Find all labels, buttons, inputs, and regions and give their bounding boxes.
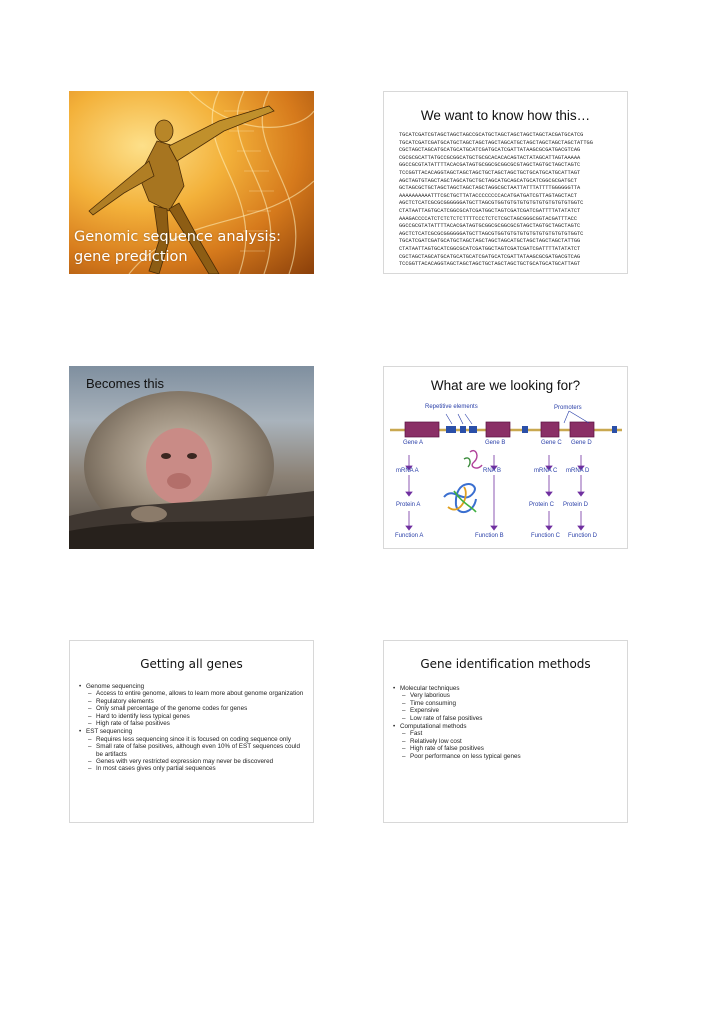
slide6-title: Gene identification methods: [420, 657, 591, 671]
sequence-line: TCCGGTTACACAGGTAGCTAGCTAGCTGCTAGCTAGCTGCTGCATGCATGCATTAGT: [399, 261, 581, 268]
sequence-line: CGCGCGCATTATGCCGCGGCATGCTGCGCACACACAGTACTATAGCATTAGTAAAAA: [399, 154, 581, 161]
sub-bullet: – Hard to identify less typical genes: [78, 713, 305, 720]
slide-what-looking-for: [383, 366, 628, 549]
rna-b-label: RNA B: [483, 468, 502, 474]
sequence-line: AAAGACCCCATCTCTCTCTCTTTTCCCTCTCTCGCTAGCGGGCGGTACGATTTACC: [399, 215, 578, 222]
gene-d-label: Gene D: [571, 440, 592, 446]
promoters-label: Promoters: [554, 405, 582, 411]
sub-bullet: – Expensive: [392, 707, 619, 714]
function-a-label: Function A: [395, 533, 424, 539]
sub-bullet: – Requires less sequencing since it is focused on coding sequence only: [78, 736, 305, 743]
slide3-title: Becomes this: [86, 376, 165, 391]
mrna-d-label: mRNA D: [566, 468, 590, 474]
repetitive-elements-label: Repetitive elements: [425, 404, 478, 410]
sequence-line: CGCTAGCTAGCATGCATGCATGCATCGATGCATCGATTATAAGCGCGATGACGTCAG: [399, 253, 581, 260]
function-c-label: Function C: [531, 533, 561, 539]
slide-becomes-this: [69, 366, 314, 549]
protein-c-label: Protein C: [529, 502, 555, 508]
sequence-line: AAAAAAAAAATTTCGCTGCTTATACCCCCCCCACATGATGATCGTTAGTAGCTACT: [399, 192, 578, 199]
protein-d-label: Protein D: [563, 502, 589, 508]
bullet: • Genome sequencing: [78, 683, 305, 690]
gene-a-label: Gene A: [403, 440, 424, 446]
gene-expression-diagram: [384, 367, 628, 549]
sub-bullet: – Fast: [392, 730, 619, 737]
sub-bullet: – Relatively low cost: [392, 738, 619, 745]
sequence-line: TCCGGTTACACAGGTAGCTAGCTAGCTGCTAGCTAGCTGCTGCATGCATGCATTAGT: [399, 169, 581, 176]
protein-structure-icon: [444, 484, 476, 512]
sequence-line: CTATAATTAGTGCATCGGCGCATCGATGGCTAGTCGATCGATCGATTTTATATATCT: [399, 207, 581, 214]
bullet: • Computational methods: [392, 723, 619, 730]
function-b-label: Function B: [475, 533, 504, 539]
sub-bullet: – Small rate of false positives, although even 10% of EST sequences could be artifacts: [78, 743, 305, 758]
slide4-title: What are we looking for?: [430, 378, 581, 393]
dna-sequence-block: [399, 132, 619, 269]
sequence-line: AGCTAGTGTAGCTAGCTAGCATGCTGCTAGCATGCAGCATGCATCGGCGCGATGCT: [399, 177, 578, 184]
bullet: • EST sequencing: [78, 728, 305, 735]
slide-genomic-analysis: [69, 91, 314, 274]
sub-bullet: – High rate of false positives: [78, 720, 305, 727]
sequence-line: TGCATCGATCGTAGCTAGCTAGCCGCATGCTAGCTAGCTAGCTAGCTACGATGCATCG: [399, 132, 584, 138]
sub-bullet: – Regulatory elements: [78, 698, 305, 705]
snow-monkey-image: [69, 366, 314, 549]
sequence-line: GCTAGCGCTGCTAGCTAGCTAGCTAGCTAGGCGCTAATTATTTATTTTGGGGGGTTA: [399, 185, 581, 192]
sub-bullet: – Access to entire genome, allows to learn more about genome organization: [78, 690, 305, 697]
sequence-line: GGCCGCGTATATTTTACACGATAGTGCGGCGCGGCGCGTAGCTAGTGCTAGCTAGTC: [399, 162, 581, 169]
sub-bullet: – Time consuming: [392, 700, 619, 707]
gene-b-label: Gene B: [485, 440, 506, 446]
sub-bullet: – High rate of false positives: [392, 745, 619, 752]
sub-bullet: – Low rate of false positives: [392, 715, 619, 722]
bullet: • Molecular techniques: [392, 685, 619, 692]
slide-getting-all-genes: [69, 640, 314, 823]
sub-bullet: – Very laborious: [392, 692, 619, 699]
gene-c-label: Gene C: [541, 440, 562, 446]
sub-bullet: – Poor performance on less typical genes: [392, 753, 619, 760]
sequence-line: CTATAATTAGTGCATCGGCGCATCGATGGCTAGTCGATCGATCGATTTTATATATCT: [399, 245, 581, 252]
sequence-line: TGCATCGATCGATGCATGCTAGCTAGCTAGCTAGCATGCTAGCTAGCTAGCTATTGG: [399, 238, 581, 245]
slide5-bullets: [78, 682, 305, 773]
function-d-label: Function D: [568, 533, 598, 539]
sub-bullet: – In most cases gives only partial sequences: [78, 765, 305, 772]
slide-sequence: [383, 91, 628, 274]
sequence-line: CGCTAGCTAGCATGCATGCATGCATCGATGCATCGATTATAAGCGCGATGACGTCAG: [399, 147, 581, 154]
sub-bullet: – Only small percentage of the genome codes for genes: [78, 705, 305, 712]
mrna-a-label: mRNA A: [396, 468, 419, 474]
slide5-title: Getting all genes: [140, 657, 243, 671]
sequence-line: AGCTCTCATCGCGCGGGGGGATGCTTAGCGTGGTGTGTGTGTGTGTGTGTGTGTGGTC: [399, 200, 584, 207]
sequence-line: TGCATCGATCGATGCATGCTAGCTAGCTAGCTAGCATGCTAGCTAGCTAGCTAGCTATTGG: [399, 139, 593, 146]
protein-a-label: Protein A: [396, 502, 421, 508]
slide6-bullets: [392, 684, 619, 760]
slide2-title: We want to know how this…: [420, 108, 591, 123]
rna-structure-icon: [464, 451, 482, 468]
sub-bullet: – Genes with very restricted expression may never be discovered: [78, 758, 305, 765]
mrna-c-label: mRNA C: [534, 468, 558, 474]
sequence-line: GGCCGCGTATATTTTACACGATAGTGCGGCGCGGCGCGTAGCTAGTGCTAGCTAGTC: [399, 223, 581, 230]
slide-gene-identification-methods: [383, 640, 628, 823]
slide1-title: Genomic sequence analysis: gene prediction: [74, 229, 282, 265]
sequence-line: AGCTCTCATCGCGCGGGGGGATGCTTAGCGTGGTGTGTGTGTGTGTGTGTGTGTGGTC: [399, 230, 584, 237]
